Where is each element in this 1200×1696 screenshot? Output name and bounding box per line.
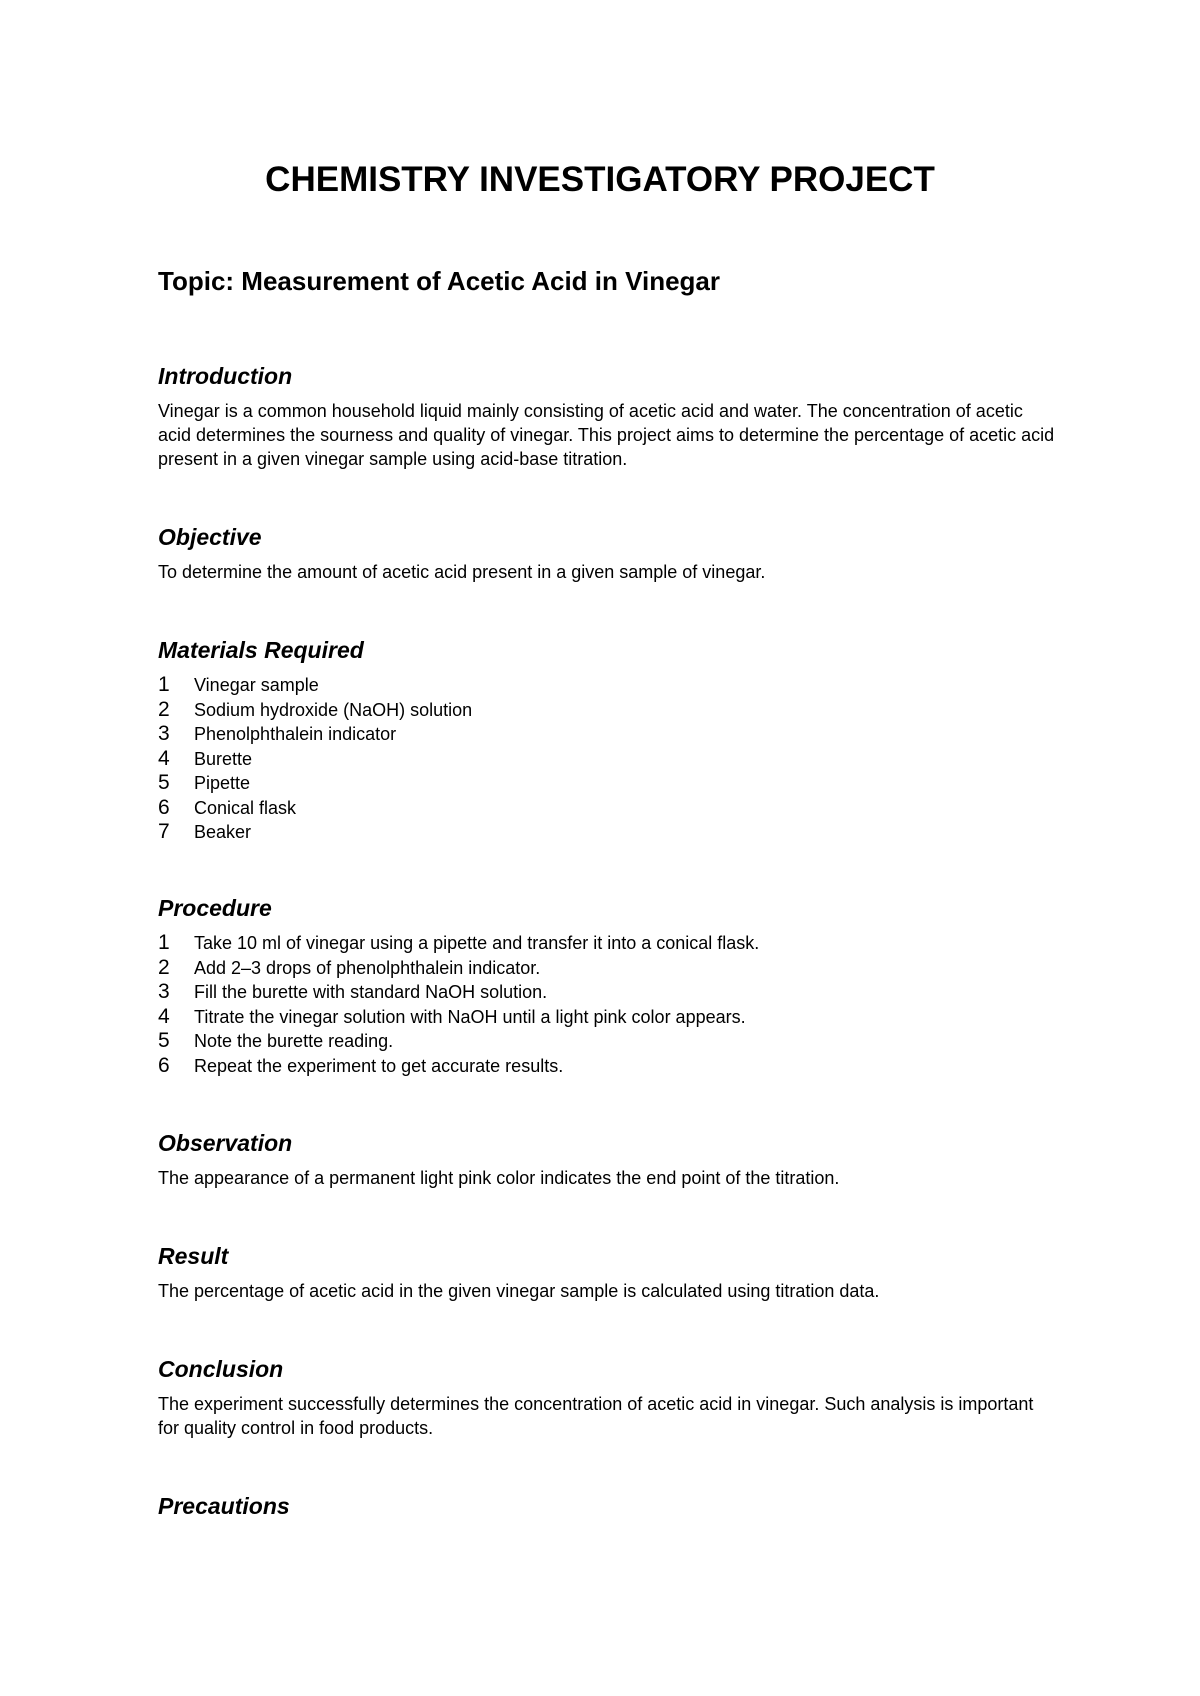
procedure-section: [158, 893, 1058, 1078]
list-item: [158, 1005, 1058, 1030]
list-item-number: 2: [158, 955, 170, 979]
list-item-text: Repeat the experiment to get accurate results.: [194, 1055, 564, 1076]
result-text: The percentage of acetic acid in the given vinegar sample is calculated using titration data.: [158, 1281, 880, 1301]
list-item-text: Add 2–3 drops of phenolphthalein indicator.: [194, 957, 541, 978]
list-item: [158, 980, 1058, 1005]
conclusion-text: The experiment successfully determines the concentration of acetic acid in vinegar. Such analysis is important for quality control in food products.: [158, 1394, 1034, 1438]
objective-section: [158, 522, 1058, 584]
list-item-text: Take 10 ml of vinegar using a pipette and transfer it into a conical flask.: [194, 933, 760, 953]
list-item-number: 3: [158, 722, 170, 745]
introduction-text: Vinegar is a common household liquid mainly consisting of acetic acid and water. The concentration of acetic acid determines the sourness and quality of vinegar. This project aims to determine the percentage of acetic acid present in a given vinegar sample using acid-base titration.: [158, 401, 1055, 469]
observation-text: The appearance of a permanent light pink color indicates the end point of the titration.: [158, 1168, 840, 1188]
objective-text: To determine the amount of acetic acid present in a given sample of vinegar.: [158, 562, 766, 582]
list-item-number: 6: [158, 1053, 170, 1077]
procedure-heading: Procedure: [158, 895, 272, 921]
list-item-text: Titrate the vinegar solution with NaOH until a light pink color appears.: [194, 1006, 746, 1027]
introduction-heading: Introduction: [158, 363, 293, 389]
list-item: [158, 673, 1058, 698]
result-section: [158, 1241, 1058, 1303]
list-item: [158, 747, 1058, 772]
list-item-text: Pipette: [194, 773, 251, 793]
observation-section: [158, 1128, 1058, 1190]
list-item-text: Vinegar sample: [194, 675, 319, 695]
conclusion-heading: Conclusion: [158, 1356, 284, 1382]
list-item-number: 3: [158, 980, 170, 1003]
materials-heading: Materials Required: [158, 637, 364, 663]
conclusion-section: [158, 1354, 1058, 1440]
list-item-number: 6: [158, 795, 170, 819]
observation-heading: Observation: [158, 1130, 293, 1156]
document-topic: Topic: Measurement of Acetic Acid in Vinegar: [158, 266, 721, 296]
list-item-text: Sodium hydroxide (NaOH) solution: [194, 699, 473, 720]
materials-section: [158, 635, 1058, 845]
list-item-number: 4: [158, 1004, 170, 1028]
list-item-text: Fill the burette with standard NaOH solution.: [194, 982, 548, 1002]
result-heading: Result: [158, 1243, 229, 1269]
list-item-number: 5: [158, 1029, 170, 1052]
list-item-number: 5: [158, 771, 170, 794]
list-item: [158, 956, 1058, 981]
introduction-section: [158, 361, 1058, 471]
list-item-number: 2: [158, 697, 170, 721]
list-item-number: 1: [158, 931, 170, 954]
list-item: [158, 722, 1058, 747]
list-item-text: Note the burette reading.: [194, 1031, 394, 1051]
list-item-text: Conical flask: [194, 797, 297, 818]
list-item: [158, 931, 1058, 956]
list-item-number: 4: [158, 746, 170, 770]
list-item: [158, 771, 1058, 796]
list-item-text: Phenolphthalein indicator: [194, 724, 397, 744]
list-item: [158, 820, 1058, 845]
list-item-number: 1: [158, 673, 170, 696]
document-title: CHEMISTRY INVESTIGATORY PROJECT: [265, 160, 935, 199]
list-item: [158, 796, 1058, 821]
list-item-text: Burette: [194, 748, 253, 769]
list-item: [158, 1054, 1058, 1079]
list-item: [158, 698, 1058, 723]
materials-list: [158, 673, 1058, 845]
objective-heading: Objective: [158, 524, 262, 550]
procedure-list: [158, 931, 1058, 1078]
list-item-text: Beaker: [194, 822, 252, 842]
precautions-section: [158, 1491, 1058, 1529]
list-item: [158, 1029, 1058, 1054]
list-item-number: 7: [158, 820, 170, 843]
precautions-heading: Precautions: [158, 1493, 290, 1519]
